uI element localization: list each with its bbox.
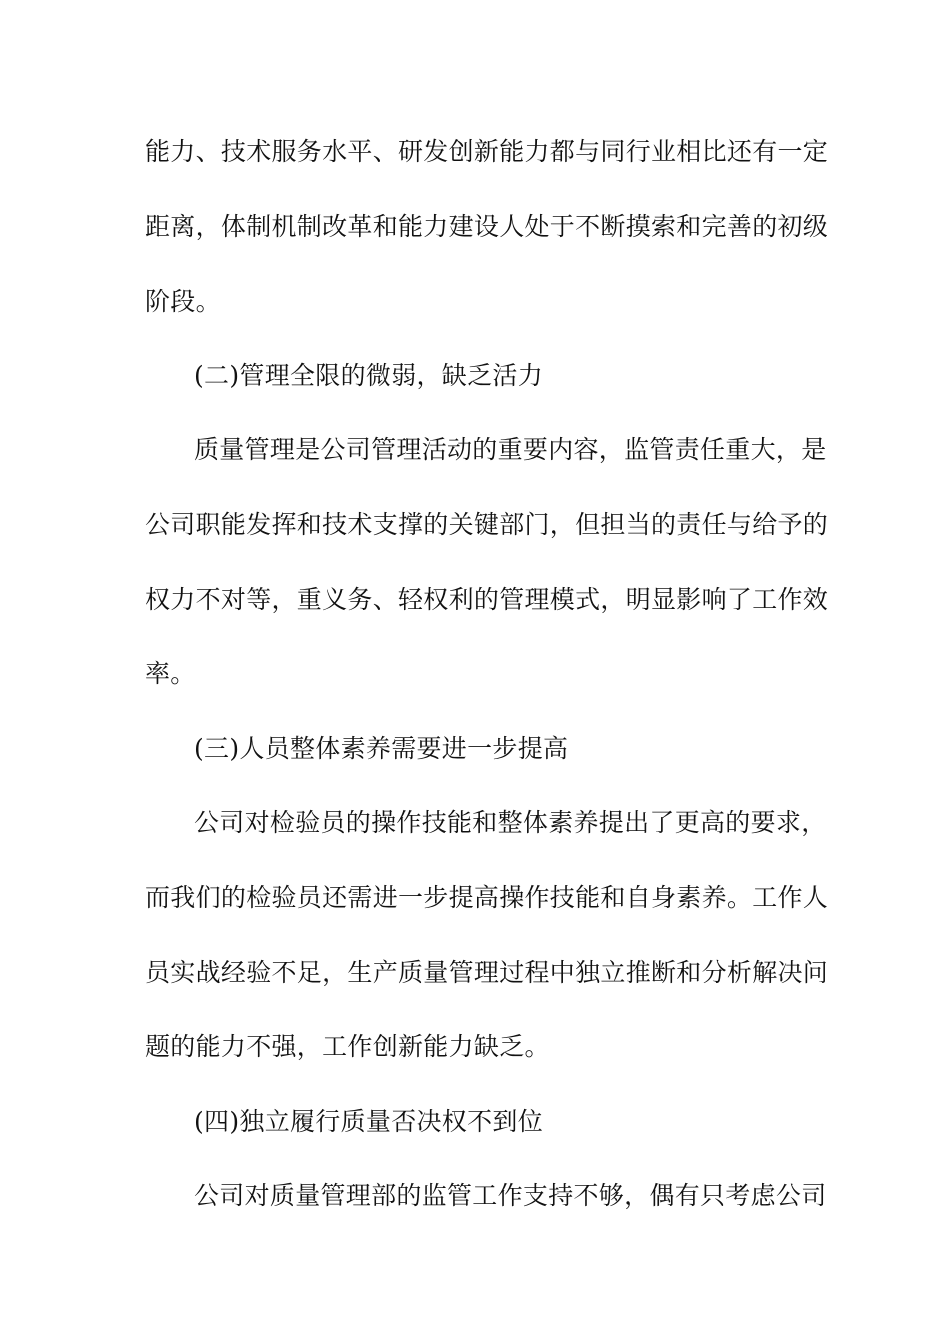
paragraph-line: 公司对检验员的操作技能和整体素养提出了更高的要求， (194, 808, 827, 837)
paragraph-line: 阶段。 (145, 287, 221, 316)
paragraph-line: 能力、技术服务水平、研发创新能力都与同行业相比还有一定 (145, 137, 829, 166)
paragraph-line: 质量管理是公司管理活动的重要内容，监管责任重大，是 (194, 435, 827, 464)
paragraph-line: 公司对质量管理部的监管工作支持不够，偶有只考虑公司 (194, 1181, 827, 1210)
paragraph-line: 距离，体制机制改革和能力建设人处于不断摸索和完善的初级 (145, 212, 829, 241)
paragraph-line: 而我们的检验员还需进一步提高操作技能和自身素养。工作人 (145, 883, 829, 912)
paragraph-line: 率。 (145, 659, 196, 688)
section-heading: (四)独立履行质量否决权不到位 (194, 1107, 544, 1136)
section-heading: (二)管理全限的微弱，缺乏活力 (194, 361, 544, 390)
paragraph-line: 题的能力不强，工作创新能力缺乏。 (145, 1032, 550, 1061)
paragraph-line: 权力不对等，重义务、轻权利的管理模式，明显影响了工作效 (145, 585, 829, 614)
section-heading: (三)人员整体素养需要进一步提高 (194, 734, 569, 763)
paragraph-line: 公司职能发挥和技术支撑的关键部门，但担当的责任与给予的 (145, 510, 829, 539)
paragraph-line: 员实战经验不足，生产质量管理过程中独立推断和分析解决问 (145, 958, 829, 987)
